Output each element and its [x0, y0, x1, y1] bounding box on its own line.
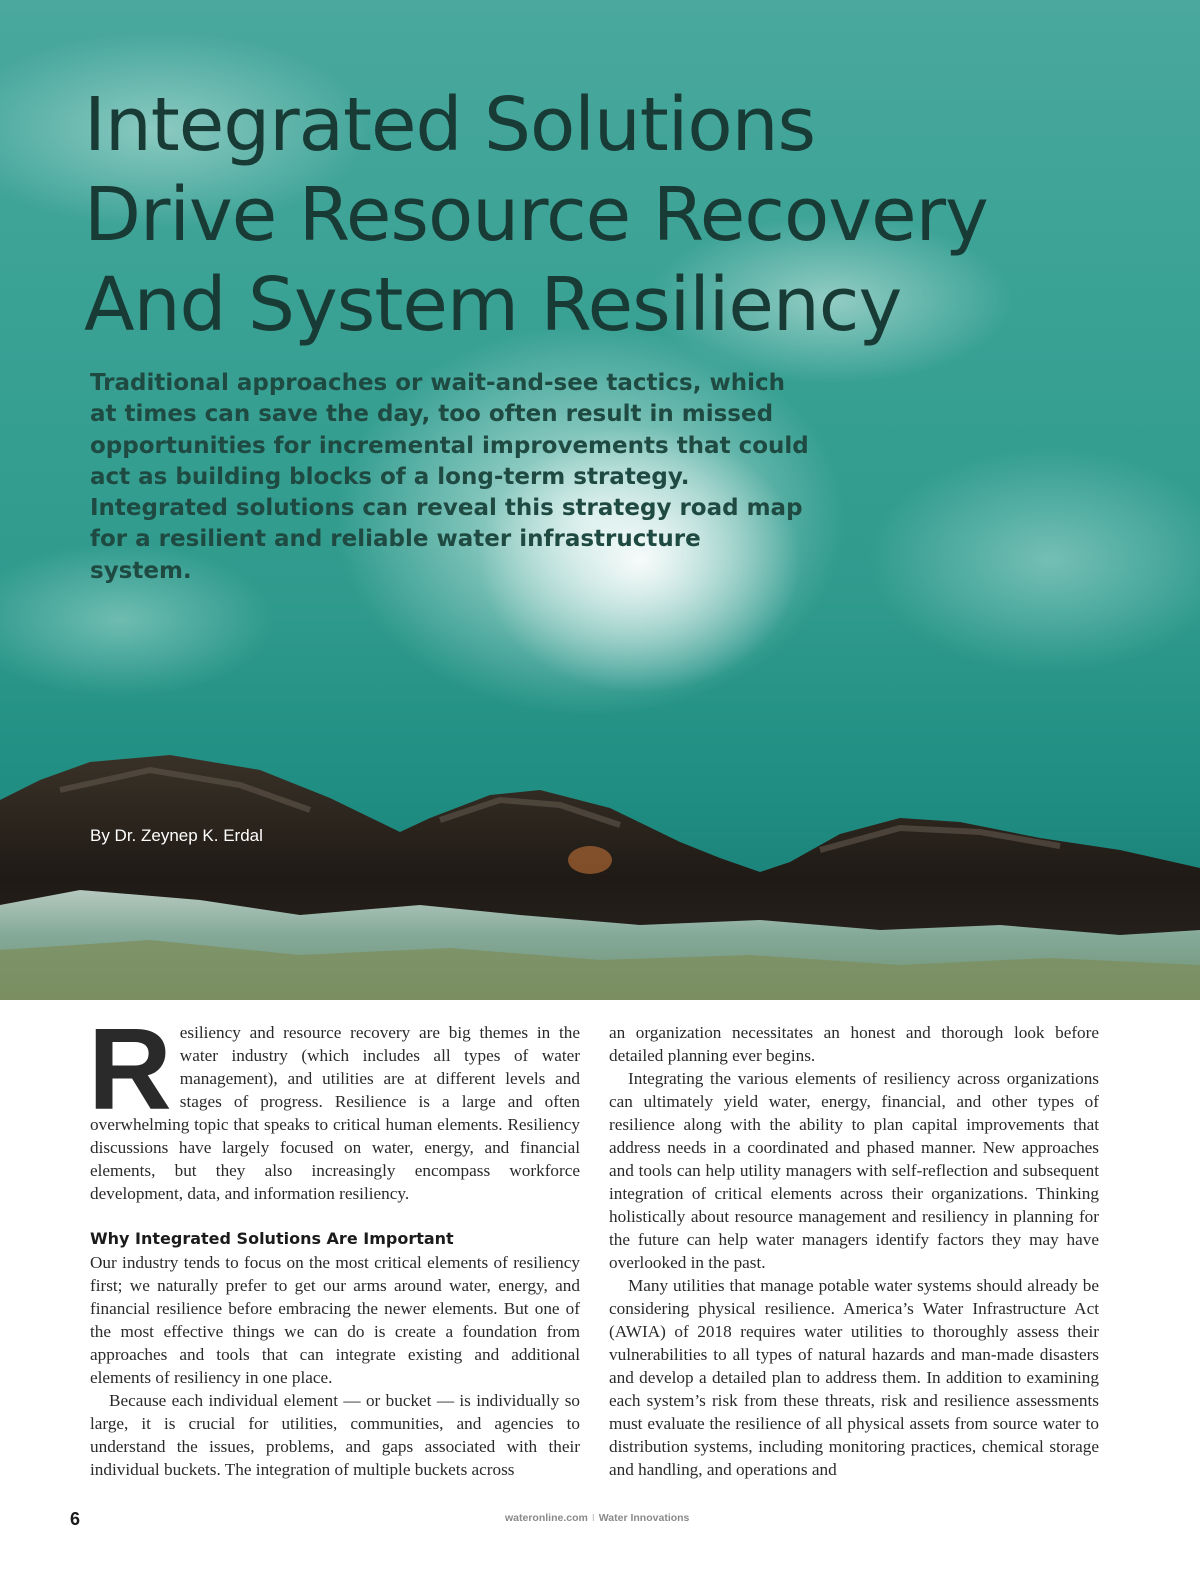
article-byline: By Dr. Zeynep K. Erdal: [90, 826, 263, 845]
title-line-2: Drive Resource Recovery: [84, 172, 988, 258]
body-paragraph: Our industry tends to focus on the most critical elements of resiliency first; we naturally prefer to get our arms around water, energy, and financial resilience before embracing the newer elements. But one of the most effective things we can do is create a foundation from approaches and tools that can integrate existing and additional elements of resiliency in one place.: [90, 1253, 580, 1387]
drop-cap: R: [88, 1004, 172, 1134]
intro-text: esiliency and resource recovery are big themes in the water industry (which includes all types of water management), and utilities are at different levels and stages of progress. Resilience is a large and often overwhelming topic that speaks to critical human elements. Resiliency discussions have largely focused on water, energy, and financial elements, but they also increasingly encompass workforce development, data, and information resiliency.: [90, 1023, 580, 1203]
footer-site: wateronline.com: [505, 1512, 588, 1524]
article-deck: Traditional approaches or wait-and-see tactics, which at times can save the day, too often result in missed opportunities for incremental improvements that could act as building blocks of a long-term strategy. Integrated solutions can reveal this strategy road map for a resilient and reliable water infrastructure system.: [90, 370, 809, 584]
footer-credit: [505, 1512, 689, 1524]
section-heading: Why Integrated Solutions Are Important: [90, 1229, 454, 1248]
article-title: [84, 80, 1084, 350]
footer-publication: Water Innovations: [598, 1512, 690, 1524]
body-column-right: [609, 1021, 1099, 1481]
body-paragraph: an organization necessitates an honest and thorough look before detailed planning ever begins.: [609, 1023, 1099, 1065]
title-line-3: And System Resiliency: [84, 262, 902, 348]
page-number: 6: [70, 1509, 81, 1529]
title-line-1: Integrated Solutions: [84, 82, 816, 168]
body-paragraph: Because each individual element — or bucket — is individually so large, it is crucial for utilities, communities, and agencies to understand the issues, problems, and gaps associated with their individual buckets. The integration of multiple buckets across: [90, 1391, 580, 1479]
body-column-left: [88, 1004, 580, 1481]
body-paragraph: Many utilities that manage potable water systems should already be considering physical resilience. America’s Water Infrastructure Act (AWIA) of 2018 requires water utilities to thoroughly assess their vulnerabilities to all types of natural hazards and man-made disasters and develop a detailed plan to address them. In addition to examining each system’s risk from these threats, risk and resilience assessments must evaluate the resilience of all physical assets from source water to distribution systems, including monitoring practices, chemical storage and handling, and operations and: [609, 1276, 1099, 1479]
intro-paragraph: [88, 1004, 580, 1205]
body-paragraph: Integrating the various elements of resiliency across organizations can ultimately yield water, energy, financial, and other types of resilience along with the ability to plan capital improvements that address needs in a coordinated and phased manner. New approaches and tools can help utility managers with self-reflection and subsequent integration of critical elements across their organizations. Thinking holistically about resource management and resiliency in planning for the future can help water managers identify factors they may have overlooked in the past.: [609, 1069, 1099, 1272]
footer-separator: I: [591, 1512, 595, 1524]
